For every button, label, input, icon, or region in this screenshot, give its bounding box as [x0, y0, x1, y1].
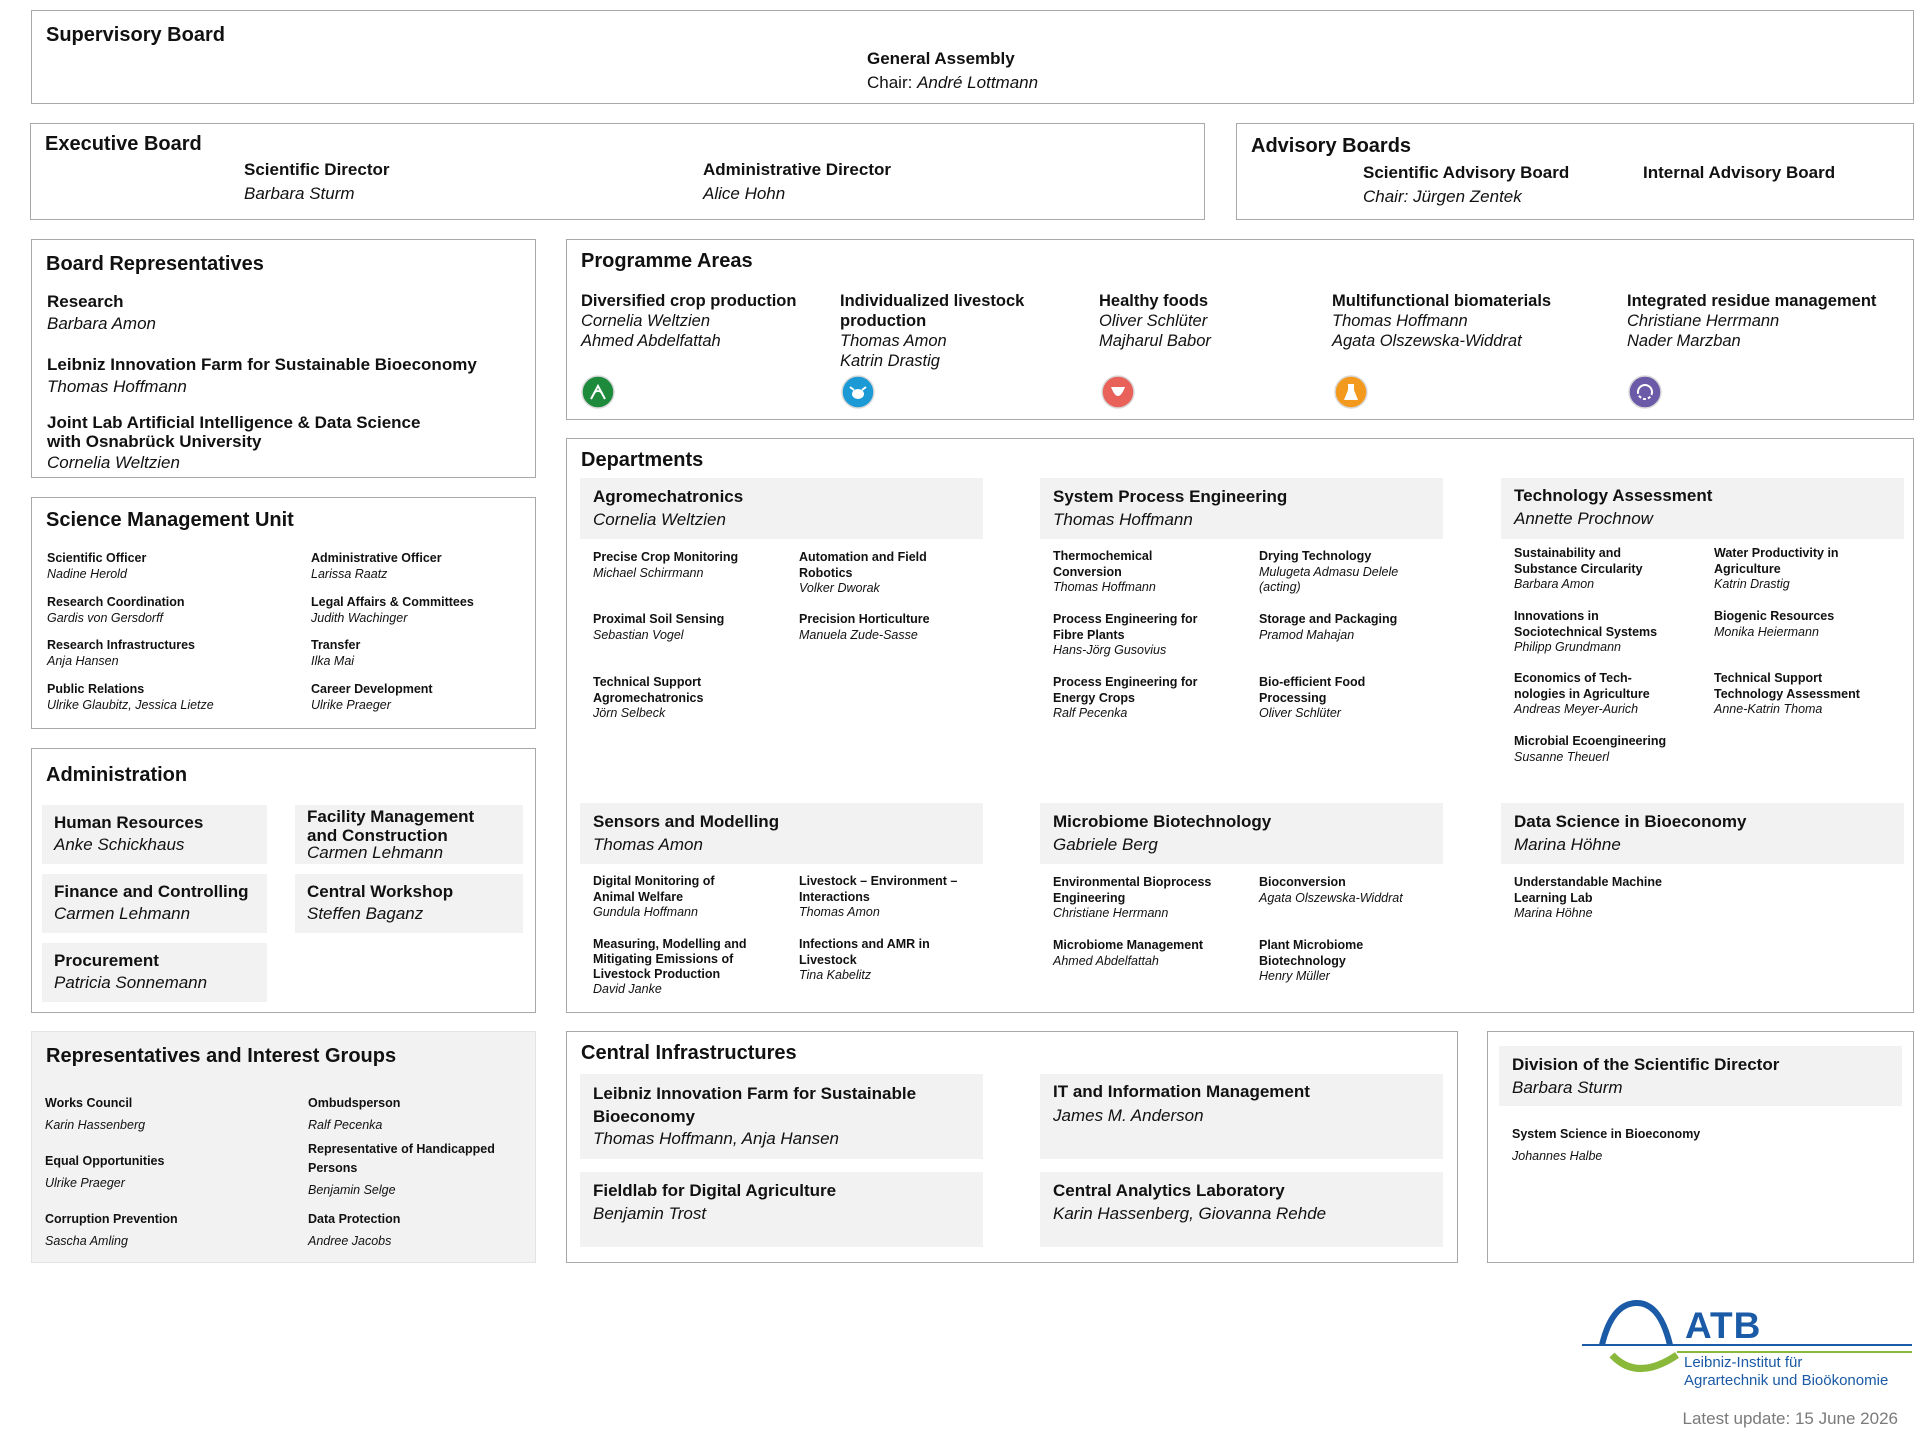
research-group: Bioconversion Agata Olszewska-Widdrat — [1259, 875, 1403, 905]
admin-unit — [42, 874, 267, 933]
research-group: Storage and Packaging Pramod Mahajan — [1259, 612, 1398, 642]
department-head: Annette Prochnow — [1514, 509, 1653, 528]
department-title: Data Science in Bioeconomy — [1514, 812, 1747, 831]
representatives-title: Representatives and Interest Groups — [46, 1045, 397, 1067]
administrative-director-name: Alice Hohn — [703, 184, 786, 203]
smu-item: Administrative Officer Larissa Raatz — [311, 551, 442, 581]
division-title: Division of the Scientific Director — [1512, 1055, 1780, 1074]
department-title: Agromechatronics — [593, 487, 744, 506]
crop-icon — [581, 375, 615, 409]
executive-board — [30, 123, 1205, 220]
research-group: Automation and Field Robotics Volker Dworak — [799, 550, 927, 595]
board-rep-role: Leibniz Innovation Farm for Sustainable Bioeconomy — [47, 355, 477, 374]
department-title: System Process Engineering — [1053, 487, 1288, 506]
board-representatives — [31, 239, 536, 478]
admin-unit-title: Human Resources — [54, 813, 204, 832]
research-group: Process Engineering for Fibre Plants Hans-Jörg Gusovius — [1053, 612, 1198, 657]
infrastructure-title: IT and Information Management — [1053, 1082, 1310, 1101]
infrastructure-head: Thomas Hoffmann, Anja Hansen — [593, 1129, 839, 1148]
departments-title: Departments — [581, 449, 704, 471]
research-group: Microbial Ecoengineering Susanne Theuerl — [1514, 734, 1667, 764]
admin-unit — [42, 805, 267, 864]
department-head: Thomas Amon — [593, 835, 703, 854]
department-header — [1501, 803, 1904, 864]
scientific-advisory-board: Scientific Advisory Board — [1363, 163, 1570, 182]
admin-unit-title: Procurement — [54, 951, 159, 970]
programme-areas-title: Programme Areas — [581, 250, 753, 272]
general-assembly: General Assembly — [867, 49, 1015, 68]
admin-unit-head: Carmen Lehmann — [54, 904, 191, 923]
admin-unit-head: Carmen Lehmann — [307, 843, 444, 862]
board-representatives-title: Board Representatives — [46, 253, 264, 275]
division-group: System Science in Bioeconomy Johannes Halbe — [1512, 1127, 1701, 1163]
division-header — [1499, 1046, 1902, 1106]
residue-icon — [1628, 375, 1662, 409]
scientific-director-name: Barbara Sturm — [244, 184, 355, 203]
programme-area: Diversified crop production Cornelia Weltzien Ahmed Abdelfattah — [581, 292, 797, 350]
research-group: Precise Crop Monitoring Michael Schirrmann — [593, 550, 739, 580]
infrastructure-unit — [1040, 1074, 1443, 1159]
admin-unit-head: Steffen Baganz — [307, 904, 424, 923]
research-group: Thermochemical Conversion Thomas Hoffmann — [1053, 549, 1156, 594]
admin-unit-head: Patricia Sonnemann — [54, 973, 208, 992]
rep-item: Equal Opportunities Ulrike Praeger — [45, 1154, 165, 1190]
research-group: Technical Support Technology Assessment Anne-Katrin Thoma — [1714, 671, 1860, 716]
atb-logo-line2: Agrartechnik und Bioökonomie — [1684, 1372, 1889, 1389]
board-rep-role: Research — [47, 292, 124, 311]
rep-item: Data Protection Andree Jacobs — [308, 1212, 401, 1248]
smu-item: Transfer Ilka Mai — [311, 638, 361, 668]
infrastructure-title: Leibniz Innovation Farm for Sustainable Bioeconomy — [593, 1084, 917, 1126]
atb-logo-brand: ATB — [1685, 1305, 1762, 1346]
scientific-director-title: Scientific Director — [244, 160, 390, 179]
department-title: Sensors and Modelling — [593, 812, 780, 831]
research-group: Bio-efficient Food Processing Oliver Schlüter — [1259, 675, 1366, 720]
department-header — [1040, 803, 1443, 864]
rep-item: Representative of Handicapped Persons Benjamin Selge — [308, 1142, 495, 1197]
division-scientific-director — [1487, 1031, 1914, 1263]
infrastructure-unit — [580, 1074, 983, 1159]
research-group: Biogenic Resources Monika Heiermann — [1714, 609, 1835, 639]
chair-label: Chair: — [867, 73, 913, 92]
smu-item: Public Relations Ulrike Glaubitz, Jessica Lietze — [47, 682, 214, 712]
research-group: Environmental Bioprocess Engineering Christiane Herrmann — [1053, 875, 1212, 920]
infrastructure-title: Central Analytics Laboratory — [1053, 1181, 1285, 1200]
chair-name: André Lottmann — [917, 73, 1039, 92]
infrastructure-head: Benjamin Trost — [593, 1204, 707, 1223]
research-group: Microbiome Management Ahmed Abdelfattah — [1053, 938, 1204, 968]
smu-item: Legal Affairs & Committees Judith Wachinger — [311, 595, 474, 625]
smu-item: Career Development Ulrike Praeger — [311, 682, 433, 712]
smu-item: Research Infrastructures Anja Hansen — [47, 638, 195, 668]
research-group: Drying Technology Mulugeta Admasu Delele (acting) — [1259, 549, 1399, 594]
division-head: Barbara Sturm — [1512, 1078, 1623, 1097]
biomaterial-icon — [1334, 375, 1368, 409]
programme-area: Individualized livestock production Thomas Amon Katrin Drastig — [840, 292, 1025, 370]
research-group: Infections and AMR in Livestock Tina Kabelitz — [799, 937, 930, 982]
administration — [31, 748, 536, 1013]
department-header — [580, 803, 983, 864]
admin-unit — [295, 874, 523, 933]
programme-area: Integrated residue management Christiane Herrmann Nader Marzban — [1627, 292, 1877, 350]
atb-logo-line1: Leibniz-Institut für — [1684, 1354, 1803, 1371]
administrative-director-title: Administrative Director — [703, 160, 891, 179]
research-group: Technical Support Agromechatronics Jörn Selbeck — [593, 675, 704, 720]
infrastructure-unit — [580, 1172, 983, 1247]
rep-item: Ombudsperson Ralf Pecenka — [308, 1096, 401, 1132]
latest-update: Latest update: 15 June 2026 — [1682, 1409, 1898, 1428]
research-group: Understandable Machine Learning Lab Marina Höhne — [1514, 875, 1662, 920]
research-group: Measuring, Modelling and Mitigating Emissions of Livestock Production David Janke — [593, 937, 747, 996]
administration-title: Administration — [46, 764, 188, 786]
scientific-advisory-board-chair: Chair: Jürgen Zentek — [1363, 187, 1522, 206]
programme-area: Multifunctional biomaterials Thomas Hoffmann Agata Olszewska-Widdrat — [1332, 292, 1552, 350]
programme-areas — [566, 239, 1914, 420]
programme-area: Healthy foods Oliver Schlüter Majharul Babor — [1099, 292, 1211, 350]
science-management-unit — [31, 497, 536, 729]
department-head: Cornelia Weltzien — [593, 510, 726, 529]
department-title: Microbiome Biotechnology — [1053, 812, 1272, 831]
infrastructure-head: Karin Hassenberg, Giovanna Rehde — [1053, 1204, 1327, 1223]
advisory-boards-title: Advisory Boards — [1251, 135, 1412, 157]
board-rep-name: Barbara Amon — [47, 314, 156, 333]
central-infrastructures — [566, 1031, 1458, 1263]
department-head: Thomas Hoffmann — [1053, 510, 1193, 529]
rep-item: Corruption Prevention Sascha Amling — [45, 1212, 178, 1248]
internal-advisory-board: Internal Advisory Board — [1643, 163, 1836, 182]
admin-unit-title: Central Workshop — [307, 882, 454, 901]
research-group: Economics of Tech- nologies in Agriculture Andreas Meyer-Aurich — [1514, 671, 1650, 716]
admin-unit-title: Finance and Controlling — [54, 882, 249, 901]
research-group: Process Engineering for Energy Crops Ralf Pecenka — [1053, 675, 1198, 720]
admin-unit-title: Facility Management and Construction — [307, 807, 475, 845]
supervisory-board — [31, 10, 1914, 104]
admin-unit — [295, 805, 523, 864]
representatives-interest-groups — [31, 1031, 536, 1263]
department-title: Technology Assessment — [1514, 486, 1713, 505]
board-rep-name: Cornelia Weltzien — [47, 453, 180, 472]
board-rep-name: Thomas Hoffmann — [47, 377, 187, 396]
department-header — [580, 478, 983, 539]
science-management-unit-title: Science Management Unit — [46, 509, 294, 531]
executive-board-title: Executive Board — [45, 133, 202, 155]
research-group: Livestock – Environment – Interactions Thomas Amon — [799, 874, 958, 919]
smu-item: Scientific Officer Nadine Herold — [47, 551, 147, 581]
infrastructure-title: Fieldlab for Digital Agriculture — [593, 1181, 837, 1200]
research-group: Proximal Soil Sensing Sebastian Vogel — [593, 612, 725, 642]
research-group: Innovations in Sociotechnical Systems Philipp Grundmann — [1514, 609, 1658, 654]
admin-unit — [42, 943, 267, 1002]
department-head: Gabriele Berg — [1053, 835, 1158, 854]
research-group: Digital Monitoring of Animal Welfare Gundula Hoffmann — [593, 874, 715, 919]
smu-item: Research Coordination Gardis von Gersdorff — [47, 595, 185, 625]
general-assembly-chair — [867, 72, 1038, 93]
board-rep-role: Joint Lab Artificial Intelligence & Data Science with Osnabrück University — [47, 413, 421, 451]
central-infrastructures-title: Central Infrastructures — [581, 1042, 797, 1064]
research-group: Sustainability and Substance Circularity Barbara Amon — [1514, 546, 1643, 591]
department-head: Marina Höhne — [1514, 835, 1621, 854]
rep-item: Works Council Karin Hassenberg — [45, 1096, 146, 1132]
research-group: Plant Microbiome Biotechnology Henry Müller — [1259, 938, 1364, 983]
livestock-icon — [841, 375, 875, 409]
food-icon — [1101, 375, 1135, 409]
infrastructure-unit — [1040, 1172, 1443, 1247]
advisory-boards — [1236, 123, 1914, 220]
department-header — [1501, 478, 1904, 539]
admin-unit-head: Anke Schickhaus — [54, 835, 185, 854]
research-group: Precision Horticulture Manuela Zude-Sasse — [799, 612, 930, 642]
department-header — [1040, 478, 1443, 539]
supervisory-board-title: Supervisory Board — [46, 24, 225, 46]
infrastructure-head: James M. Anderson — [1053, 1106, 1204, 1125]
departments — [566, 438, 1914, 1013]
research-group: Water Productivity in Agriculture Katrin Drastig — [1714, 546, 1839, 591]
